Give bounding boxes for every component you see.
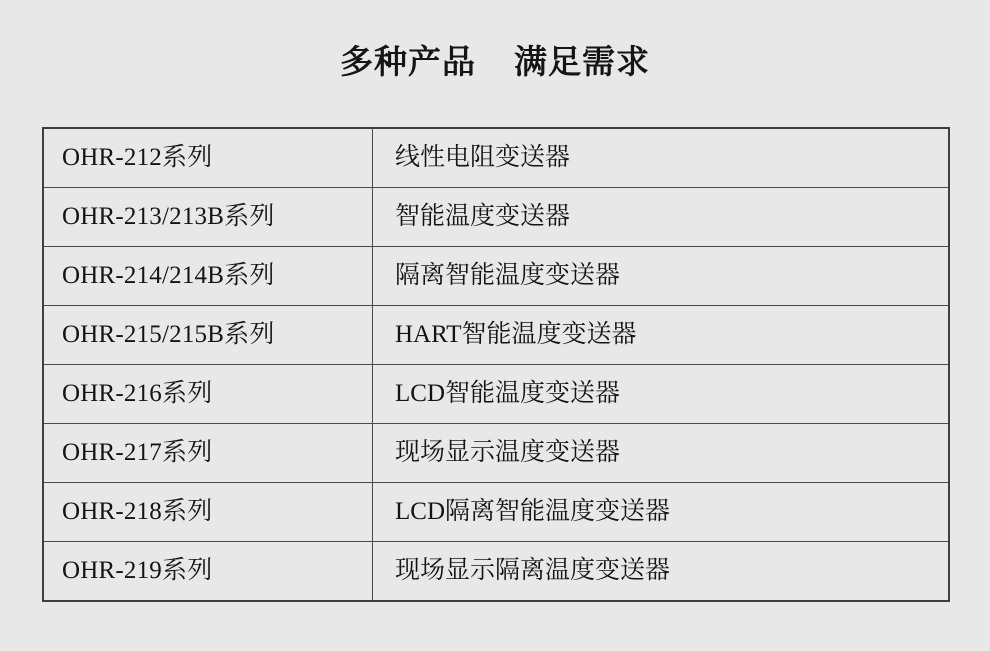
product-description: HART智能温度变送器 [373,306,950,365]
page-title-part1: 多种产品 [340,45,476,81]
product-model: OHR-215/215B系列 [43,306,373,365]
table-row [43,188,949,247]
product-table [42,127,950,602]
product-description: 现场显示温度变送器 [373,424,950,483]
table-row [43,306,949,365]
product-description: 线性电阻变送器 [373,128,950,188]
product-model: OHR-217系列 [43,424,373,483]
table-row [43,247,949,306]
product-model: OHR-218系列 [43,483,373,542]
product-model: OHR-212系列 [43,128,373,188]
product-description: LCD隔离智能温度变送器 [373,483,950,542]
product-model: OHR-216系列 [43,365,373,424]
page-title [0,0,990,83]
product-model: OHR-214/214B系列 [43,247,373,306]
table-row [43,365,949,424]
product-description: 智能温度变送器 [373,188,950,247]
page-title-part2: 满足需求 [514,45,650,81]
product-description: 隔离智能温度变送器 [373,247,950,306]
product-model: OHR-219系列 [43,542,373,602]
product-description: LCD智能温度变送器 [373,365,950,424]
product-table-body [43,128,949,601]
table-row [43,128,949,188]
table-row [43,483,949,542]
product-model: OHR-213/213B系列 [43,188,373,247]
product-table-container [42,127,950,602]
product-description: 现场显示隔离温度变送器 [373,542,950,602]
table-row [43,424,949,483]
table-row [43,542,949,602]
